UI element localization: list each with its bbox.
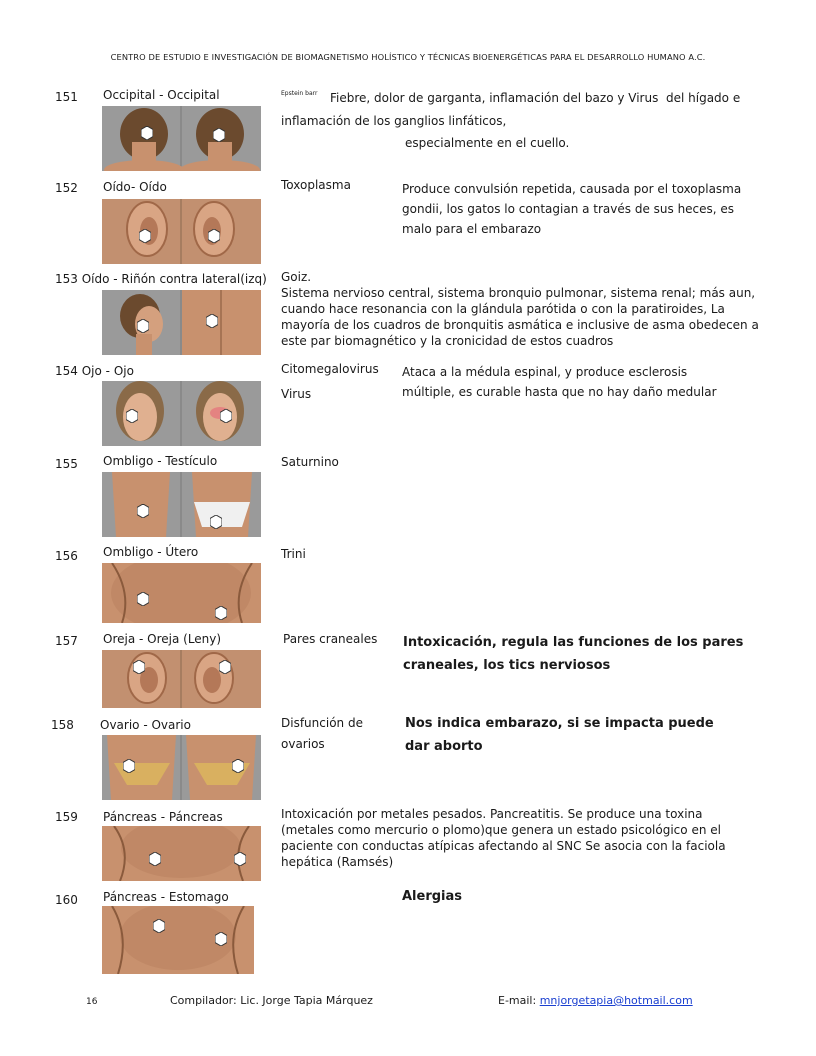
entry-description: gondii, los gatos lo contagian a través de sus heces, es bbox=[402, 202, 735, 216]
entry-description: del hígado e bbox=[666, 91, 741, 105]
magnet-marker bbox=[220, 408, 232, 427]
magnet-marker bbox=[219, 659, 231, 678]
magnet-marker bbox=[210, 514, 222, 533]
email-line bbox=[498, 994, 693, 1007]
magnet-marker bbox=[126, 408, 138, 427]
entry-description: múltiple, es curable hasta que no hay daño medular bbox=[402, 385, 717, 399]
head-back-photo bbox=[102, 106, 261, 171]
entry-pathogen: Virus bbox=[281, 387, 312, 401]
email-link[interactable]: mnjorgetapia@hotmail.com bbox=[539, 994, 693, 1007]
entry-description: Nos indica embarazo, si se impacta puede bbox=[405, 716, 714, 731]
ear-photo bbox=[102, 650, 261, 708]
entry-number: 159 bbox=[55, 810, 78, 824]
entry-description: Sistema nervioso central, sistema bronquio pulmonar, sistema renal; más aun, bbox=[281, 286, 756, 300]
entry-number: 160 bbox=[55, 893, 78, 907]
magnet-marker bbox=[234, 851, 246, 870]
ear-photo bbox=[102, 199, 261, 264]
abdomen-photo bbox=[102, 563, 261, 623]
entry-description: Intoxicación por metales pesados. Pancreatitis. Se produce una toxina bbox=[281, 807, 703, 821]
entry-pathogen: Saturnino bbox=[281, 455, 339, 469]
ear-kidney-photo bbox=[102, 290, 261, 355]
entry-description: este par biomagnético y la cronicidad de estos cuadros bbox=[281, 334, 614, 348]
entry-number: 153 bbox=[55, 272, 78, 286]
magnet-marker bbox=[133, 659, 145, 678]
magnet-marker bbox=[215, 605, 227, 624]
entry-description: mayoría de los cuadros de bronquitis asmática e inclusive de asma obedecen a bbox=[281, 318, 759, 332]
entry-description: Produce convulsión repetida, causada por el toxoplasma bbox=[402, 182, 742, 196]
entry-description: Fiebre, dolor de garganta, inflamación del bazo y Virus bbox=[330, 91, 659, 105]
entry-description: hepática (Ramsés) bbox=[281, 855, 394, 869]
entry-description: malo para el embarazo bbox=[402, 222, 542, 236]
entry-pathogen: Epstein barr bbox=[281, 90, 318, 97]
entry-number: 155 bbox=[55, 457, 78, 471]
entry-pair: Ombligo - Útero bbox=[103, 545, 199, 559]
entry-description: dar aborto bbox=[405, 739, 483, 754]
entry-pair: Oreja - Oreja (Leny) bbox=[103, 632, 222, 646]
magnet-marker bbox=[149, 851, 161, 870]
entry-description: Intoxicación, regula las funciones de los pares bbox=[403, 635, 744, 650]
entry-description: Alergias bbox=[402, 889, 463, 904]
entry-description: especialmente en el cuello. bbox=[405, 136, 570, 150]
entry-number: 151 bbox=[55, 90, 78, 104]
entry-pathogen: Goiz. bbox=[281, 270, 312, 284]
entry-pair: Ovario - Ovario bbox=[100, 718, 191, 732]
magnet-marker bbox=[137, 503, 149, 522]
magnet-marker bbox=[232, 758, 244, 777]
entry-pathogen: ovarios bbox=[281, 737, 325, 751]
entry-pair: Ombligo - Testículo bbox=[103, 454, 218, 468]
abdomen-photo bbox=[102, 472, 261, 537]
magnet-marker bbox=[137, 318, 149, 337]
abdomen-photo bbox=[102, 906, 254, 974]
entry-pair: Páncreas - Páncreas bbox=[103, 810, 223, 824]
entry-pathogen: Trini bbox=[281, 547, 306, 561]
magnet-marker bbox=[206, 313, 218, 332]
entry-pathogen: Pares craneales bbox=[283, 632, 378, 646]
magnet-marker bbox=[208, 228, 220, 247]
magnet-marker bbox=[141, 125, 153, 144]
entry-number: 157 bbox=[55, 634, 78, 648]
magnet-marker bbox=[213, 127, 225, 146]
entry-description: craneales, los tics nerviosos bbox=[403, 658, 611, 673]
compiler-credit: Compilador: Lic. Jorge Tapia Márquez bbox=[170, 994, 373, 1007]
entry-description: cuando hace resonancia con la glándula parótida o con la paratiroides, La bbox=[281, 302, 725, 316]
entry-number: 154 bbox=[55, 364, 78, 378]
entry-pathogen: Citomegalovirus bbox=[281, 362, 379, 376]
email-label: E-mail: bbox=[498, 994, 537, 1007]
magnet-marker bbox=[215, 931, 227, 950]
magnet-marker bbox=[139, 228, 151, 247]
entry-pair: 154 Ojo - Ojo bbox=[55, 364, 134, 378]
entry-number: 156 bbox=[55, 549, 78, 563]
entry-description: (metales como mercurio o plomo)que genera un estado psicológico en el bbox=[281, 823, 721, 837]
entry-pathogen: Toxoplasma bbox=[281, 178, 351, 192]
entry-pair: 153 Oído - Riñón contra lateral(izq) bbox=[55, 272, 267, 286]
entry-pair: Occipital - Occipital bbox=[103, 88, 220, 102]
entry-number: 158 bbox=[51, 718, 74, 732]
entry-description: Ataca a la médula espinal, y produce esclerosis bbox=[402, 365, 688, 379]
entry-pair: Páncreas - Estomago bbox=[103, 890, 229, 904]
page-number: 16 bbox=[86, 997, 98, 1007]
entry-description: paciente con conductas atípicas afectando al SNC Se asocia con la faciola bbox=[281, 839, 726, 853]
magnet-marker bbox=[137, 591, 149, 610]
entry-pair: Oído- Oído bbox=[103, 180, 167, 194]
entry-pathogen: Disfunción de bbox=[281, 716, 363, 730]
magnet-marker bbox=[153, 918, 165, 937]
document-header: CENTRO DE ESTUDIO E INVESTIGACIÓN DE BIOMAGNETISMO HOLÍSTICO Y TÉCNICAS BIOENERGÉTICAS PARA EL DESARROLLO HUMANO A.C. bbox=[110, 52, 706, 62]
magnet-marker bbox=[123, 758, 135, 777]
entry-description: inflamación de los ganglios linfáticos, bbox=[281, 114, 507, 128]
entry-number: 152 bbox=[55, 181, 78, 195]
